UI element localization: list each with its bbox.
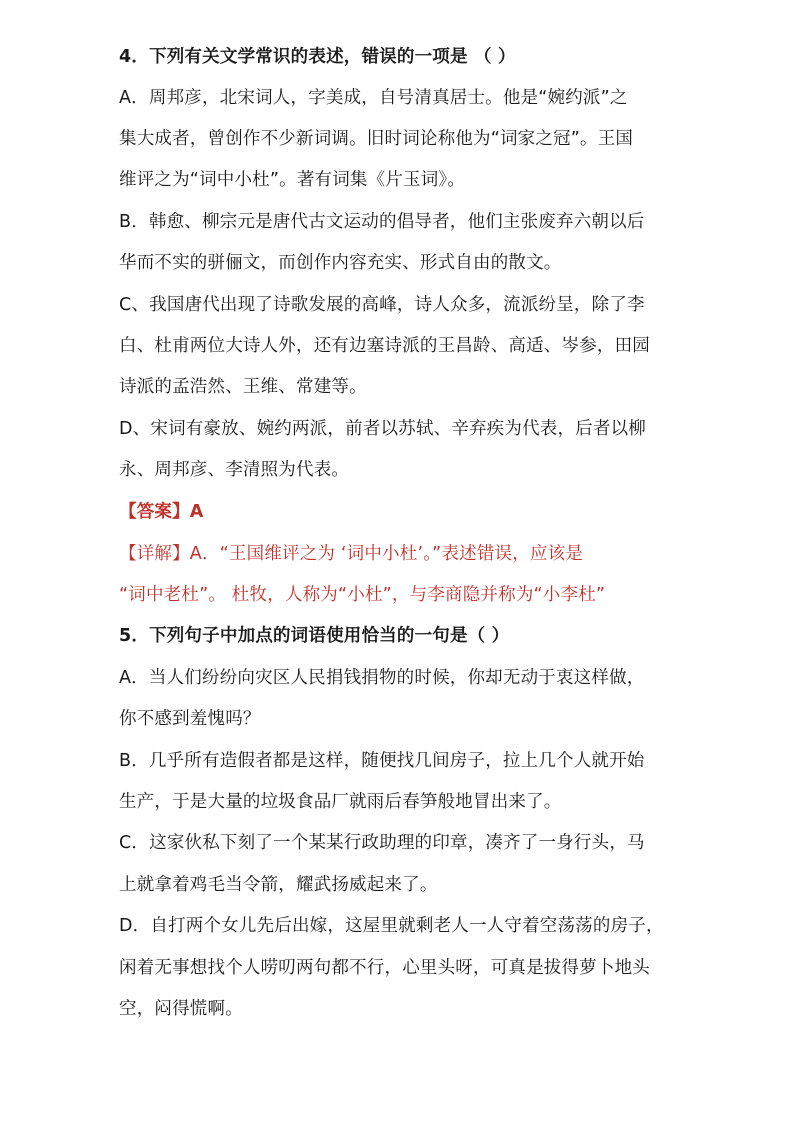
q4-option-b-line2: 华而不实的骈俪文，而创作内容充实、形式自由的散文。 [119, 253, 562, 273]
q4-option-b-line1: B．韩愈、柳宗元是唐代古文运动的倡导者，他们主张废弃六朝以后 [119, 212, 645, 232]
q4-explanation-line2: “词中老杜”。 杜牧，人称为“小杜”，与李商隐并称为“小李杜” [119, 585, 606, 605]
question-4-stem: 4．下列有关文学常识的表述，错误的一项是 （ ） [119, 47, 516, 67]
q4-option-a-line2: 集大成者，曾创作不少新词调。旧时词论称他为“词家之冠”。王国 [119, 129, 634, 149]
q5-option-d-line2: 闲着无事想找个人唠叨两句都不行，心里头呀，可真是拔得萝卜地头 [119, 958, 650, 978]
q4-option-a-line3: 维评之为“词中小杜”。著有词集《片玉词》。 [119, 170, 466, 190]
q4-explanation-line1: 【详解】A．“王国维评之为 ‘词中小杜’。”表述错误，应该是 [119, 544, 584, 564]
q5-option-b-line2: 生产，于是大量的垃圾食品厂就雨后春笋般地冒出来了。 [119, 792, 562, 812]
q5-option-d-line3: 空，闷得慌啊。 [119, 999, 243, 1019]
q5-option-c-line2: 上就拿着鸡毛当令箭，耀武扬威起来了。 [119, 875, 438, 895]
q5-option-d-line1: D．自打两个女儿先后出嫁，这屋里就剩老人一人守着空荡荡的房子， [119, 916, 664, 936]
q4-option-a-line1: A．周邦彦，北宋词人，字美成，自号清真居士。他是“婉约派”之 [119, 88, 628, 108]
q4-option-c-line1: C、我国唐代出现了诗歌发展的高峰，诗人众多，流派纷呈，除了李 [119, 295, 645, 315]
q5-option-b-line1: B．几乎所有造假者都是这样，随便找几间房子，拉上几个人就开始 [119, 751, 645, 771]
q4-option-d-line2: 永、周邦彦、李清照为代表。 [119, 460, 350, 480]
question-5-stem: 5．下列句子中加点的词语使用恰当的一句是（ ） [119, 626, 510, 646]
q4-option-c-line2: 白、杜甫两位大诗人外，还有边塞诗派的王昌龄、高适、岑参，田园 [119, 336, 650, 356]
q5-option-a-line2: 你不感到羞愧吗？ [119, 709, 261, 729]
q4-answer: 【答案】A [119, 502, 204, 522]
q5-option-c-line1: C．这家伙私下刻了一个某某行政助理的印章，凑齐了一身行头，马 [119, 833, 645, 853]
q4-option-d-line1: D、宋词有豪放、婉约两派，前者以苏轼、辛弃疾为代表，后者以柳 [119, 419, 646, 439]
q4-option-c-line3: 诗派的孟浩然、王维、常建等。 [119, 377, 367, 397]
q5-option-a-line1: A．当人们纷纷向灾区人民捐钱捐物的时候，你却无动于衷这样做， [119, 668, 645, 688]
